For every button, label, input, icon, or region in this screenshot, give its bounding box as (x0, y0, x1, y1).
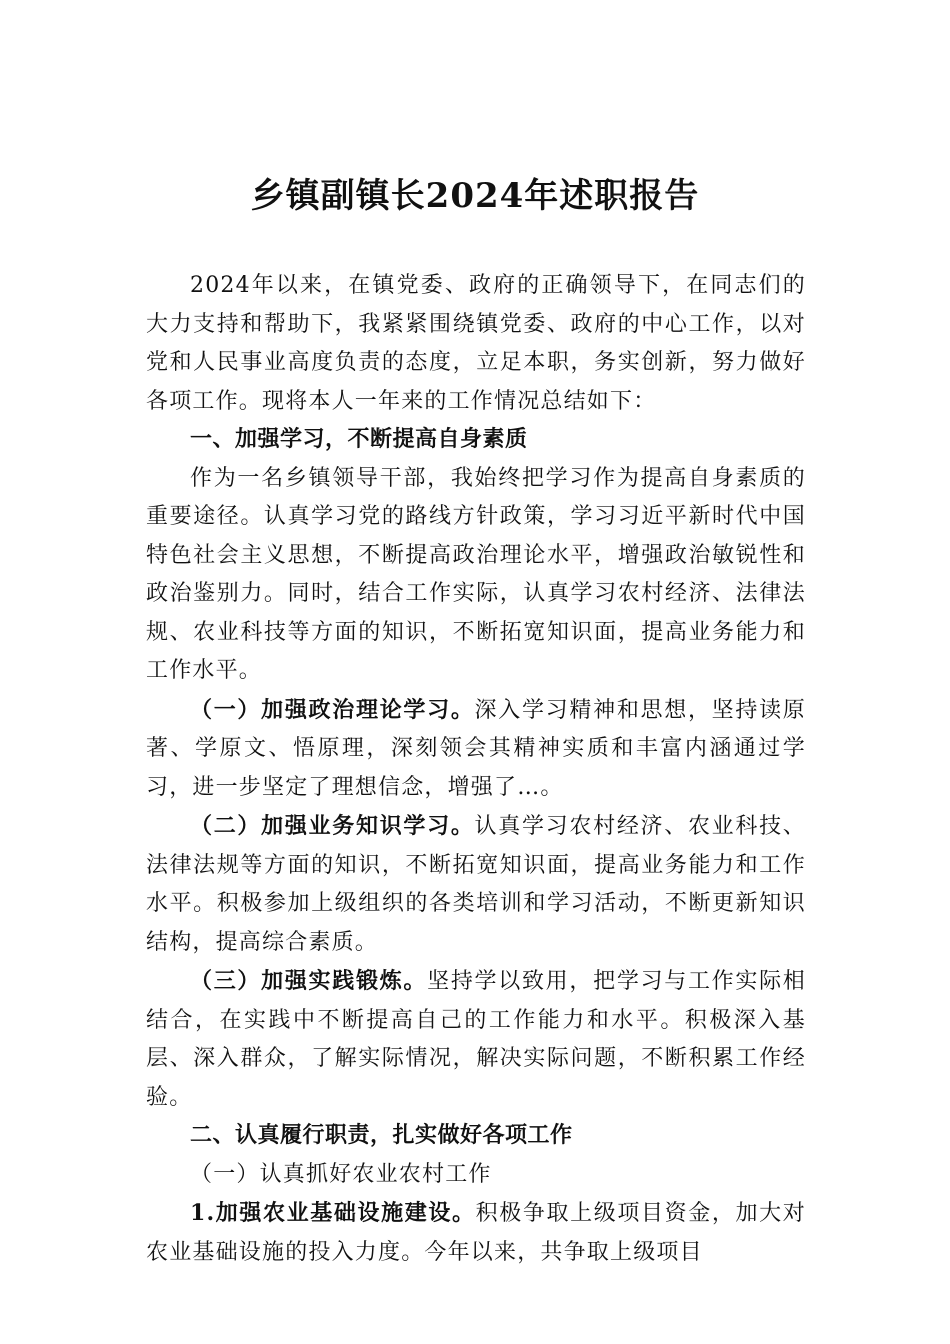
section-1-paragraph: 作为一名乡镇领导干部，我始终把学习作为提高自身素质的重要途径。认真学习党的路线方针政策，学习习近平新时代中国特色社会主义思想，不断提高政治理论水平，增强政治敏锐性和政治鉴别力。同时，结合工作实际，认真学习农村经济、法律法规、农业科技等方面的知识，不断拓宽知识面，提高业务能力和工作水平。 (146, 465, 806, 683)
section-1-sub-1 (146, 691, 806, 808)
sub-paragraph-text: 深入学习精神和思想，坚持读原著、学原文、悟原理，深刻领会其精神实质和丰富内涵通过学习，进一步坚定了理想信念，增强了…。 (146, 697, 806, 800)
section-2-sub-1-heading: （一）认真抓好农业农村工作 (190, 1161, 492, 1187)
intro-paragraph: 2024年以来，在镇党委、政府的正确领导下，在同志们的大力支持和帮助下，我紧紧围绕镇党委、政府的中心工作，以对党和人民事业高度负责的态度，立足本职，务实创新，努力做好各项工作。现将本人一年来的工作情况总结如下： (146, 273, 806, 414)
sub-heading-lead: （三）加强实践锻炼。 (190, 968, 428, 994)
sub-heading-lead: （一）加强政治理论学习。 (190, 696, 475, 723)
item-lead: 1.加强农业基础设施建设。 (190, 1200, 476, 1226)
document-body (146, 267, 806, 1272)
section-2-heading: 二、认真履行职责，扎实做好各项工作 (190, 1123, 573, 1148)
section-1-sub-2 (146, 807, 806, 962)
section-2-item-1 (146, 1194, 806, 1272)
sub-paragraph-text: 认真学习农村经济、农业科技、法律法规等方面的知识，不断拓宽知识面，提高业务能力和工作水平。积极参加上级组织的各类培训和学习活动，不断更新知识结构，提高综合素质。 (146, 814, 806, 955)
item-text: 积极争取上级项目资金，加大对农业基础设施的投入力度。今年以来，共争取上级项目 (146, 1201, 806, 1265)
section-1-sub-3 (146, 962, 806, 1117)
section-1-heading: 一、加强学习，不断提高自身素质 (190, 427, 528, 452)
document-title: 乡镇副镇长2024年述职报告 (250, 176, 700, 216)
sub-paragraph-text: 坚持学以致用，把学习与工作实际相结合，在实践中不断提高自己的工作能力和水平。积极深入基层、深入群众，了解实际情况，解决实际问题，不断积累工作经验。 (146, 969, 806, 1110)
sub-heading-lead: （二）加强业务知识学习。 (190, 813, 475, 839)
